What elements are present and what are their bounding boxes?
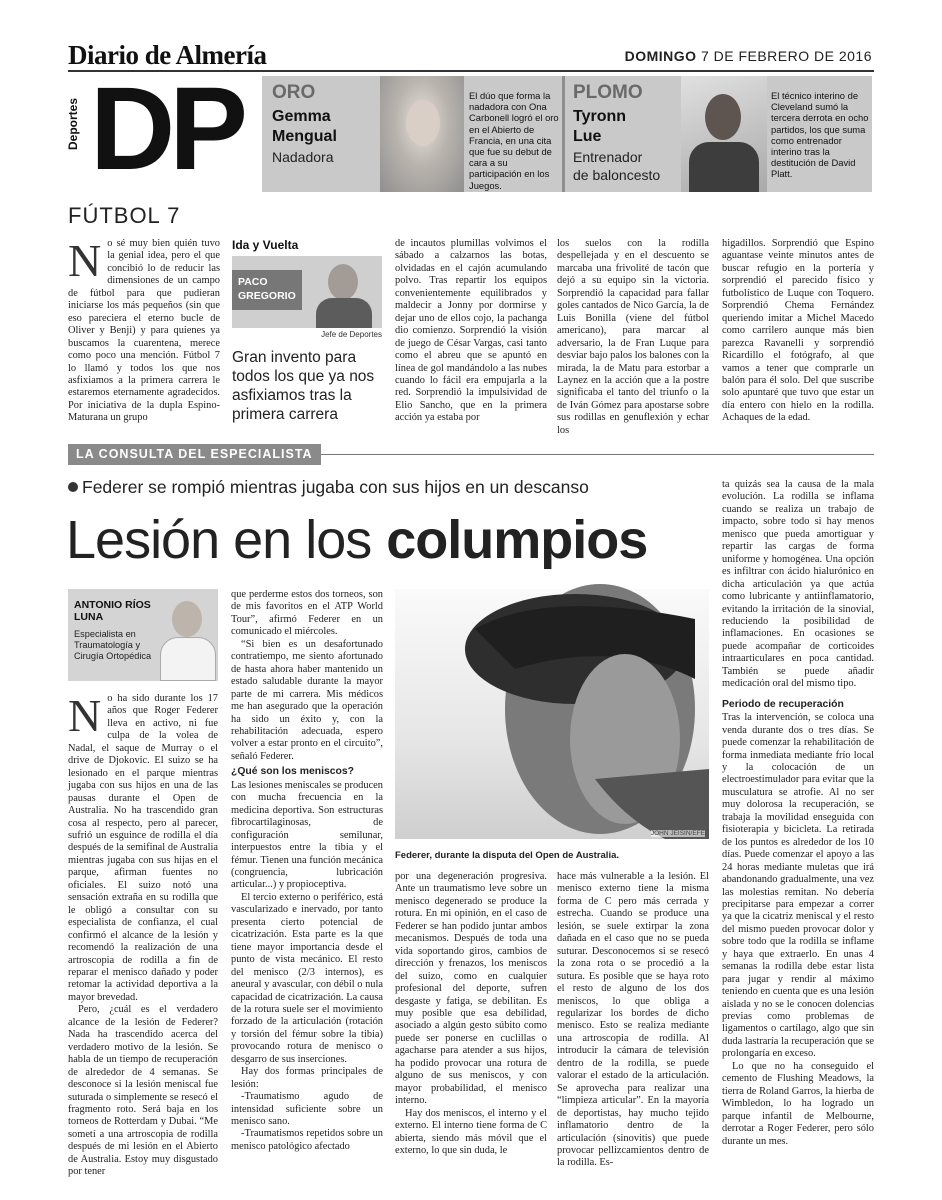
futbol-author-head	[328, 264, 358, 300]
date-day: DOMINGO	[624, 48, 697, 64]
consulta-column-1	[68, 690, 218, 1178]
consulta-col1-p1: o ha sido durante los 17 años que Roger Federer lleva en activo, ni fue culpa de la volea de Nadal, el saque de Murray o el drive de Djokovic. El suizo se ha lesionado en el parque mientras jugaba con sus hijos en una de las pausas durante el Open de Australia. No ha trascendido gran cosa al respecto, pero al parecer, sufrió un esguince de rodilla el día después de la semifinal de Australia mientras jugaba con sus hijas en el parque, afirman fuentes no oficiales. El suizo notó una sensación extraña en su rodilla que le obligó a consultar con su especialista de confianza, el cual confirmó el alcance de la lesión y recomendó la realización de una artroscopia de rodilla a fin de reparar el menisco dañado y poder retomar la actividad deportiva a la mayor brevedad.	[68, 693, 218, 1003]
futbol-author-tag	[232, 270, 302, 310]
consulta-author-name-2: LUNA	[74, 611, 104, 623]
consulta-author-body	[160, 637, 216, 681]
consulta-headline	[66, 508, 647, 572]
consulta-column-2	[231, 589, 383, 1163]
consulta-author-card	[68, 589, 218, 681]
plomo-photo-face	[705, 94, 741, 140]
consulta-subhead	[68, 477, 589, 498]
futbol-dropcap: N	[68, 235, 102, 286]
futbol-author-name-2: GREGORIO	[238, 290, 296, 302]
consulta-subhead-text: Federer se rompió mientras jugaba con sus hijos en un descanso	[82, 477, 589, 497]
consulta-col1-p2: Pero, ¿cuál es el verdadero alcance de la lesión de Federer? Nada ha trascendido acerca del verdadero motivo de la lesión. Se habla de un tiempo de recuperación de alrededor de 4 semanas. Se desconoce si la lesión meniscal fue suturada o simplemente se resecó el fragmento roto. Será baja en los torneos de Rotterdam y Dubai. “Me sometí a una artroscopia de rodilla después de mi lesión en el Abierto de Australia. Estoy muy disgustado por tener	[68, 1004, 218, 1178]
futbol-column-3	[395, 238, 547, 433]
plomo-photo-suit	[689, 142, 759, 192]
futbol-author-name-1: PACO	[238, 276, 268, 288]
oro-name-2: Mengual	[272, 128, 337, 145]
photo-credit: JOHN JEISIN/EFE	[650, 830, 705, 837]
futbol-author-role: Jefe de Deportes	[321, 330, 382, 339]
futbol-column-5	[722, 238, 874, 433]
consulta-author-name-1: ANTONIO RÍOS	[74, 599, 151, 611]
consulta-col5-p3: Lo que no ha conseguido el cemento de Flushing Meadows, la tierra de Roland Garros, la hierba de Wimbledon, lo ha logrado un parque infantil de Melbourne, derrotar a Roger Federer, pero sólo durante un mes.	[722, 1060, 874, 1147]
masthead-logo: Diario de Almería	[68, 40, 267, 70]
futbol-col1-text: o sé muy bien quién tuvo la genial idea, pero el que concibió lo de reducir las dimensiones de un campo de fútbol para que pudieran iniciarse los más pequeños (sin que eso pareciera el eterno bucle de Oliver y Benji) y para quienes ya buscamos la cuarentena, merece como poco una mención. Fútbol 7 lo llamó y todos los que nos asfixiamos a la primera carrera le estaremos eternamente agradecidos. Por iniciativa de la dupla Espino-Maturana un grupo	[68, 238, 220, 424]
consulta-column-3	[395, 871, 547, 1163]
oro-label: ORO	[272, 82, 316, 103]
oro-panel	[262, 76, 872, 192]
consulta-col2-p7: -Traumatismos repetidos sobre un menisco patológico afectado	[231, 1128, 383, 1152]
consulta-banner: LA CONSULTA DEL ESPECIALISTA	[68, 444, 321, 465]
federer-photo-illustration	[395, 589, 709, 839]
oro-photo	[380, 76, 464, 192]
federer-photo	[395, 589, 709, 839]
consulta-col5-p1: ta quizás sea la causa de la mala evolución. La rodilla se inflama cuando se realiza un trabajo de impacto, sobre todo si hay menos menisco que pueda amortiguar y repartir las cargas de forma uniforme y homogénea. Una opción es infiltrar con ácido hialurónico en dicha articulación ya que actúa como lubricante y antiinflamatorio, evitando la irritación de la sinovial, reduciendo la posibilidad de inflamaciones. En ocasiones se puede acompañar de corticoides intraarticulares en poca cantidad. También se puede añadir medicación oral del mismo tipo.	[722, 479, 874, 690]
futbol-author-photo	[314, 258, 374, 328]
consulta-author-photo	[160, 591, 216, 681]
oro-card	[262, 76, 562, 192]
bullet-icon	[68, 482, 78, 492]
consulta-col2-p1: que perderme estos dos torneos, son de mis favoritos en el ATP World Tour”, afirmó Federer en un comunicado el miércoles.	[231, 589, 383, 638]
consulta-col3-p2: Hay dos meniscos, el interno y el externo. El interno tiene forma de C abierta, siendo más móvil que el externo, lo que sin duda, le	[395, 1107, 547, 1156]
photo-caption: Federer, durante la disputa del Open de Australia.	[395, 850, 620, 861]
plomo-name-2: Lue	[573, 128, 602, 145]
futbol-column-4	[557, 238, 709, 436]
consulta-author-head	[172, 601, 202, 637]
section-header-band	[66, 63, 874, 195]
consulta-col2-heading: ¿Qué son los meniscos?	[231, 766, 354, 778]
consulta-col4-text: hace más vulnerable a la lesión. El menisco externo tiene la misma forma de C pero más cerrada y estrecha. Cuando se produce una lesión, se suele extirpar la zona dañada en el caso que no se pueda suturar. Desconocemos si se resecó la zona rota o se procedió a la sutura. Es posible que se haya roto el resto de alguno de los dos meniscos, lo que obliga a regularizar los bordes de dicho menisco. Esto se realiza mediante una artroscopia de rodilla. Al introducir la cámara de televisión dentro de la rodilla, se puede valorar el estado de la articulación. Se aprovecha para realizar una “limpieza articular”. En la mayoría de deportistas, hay mucho tejido inflamatorio dentro de la articulación (sinovitis) que puede provocar pellizcamientos dentro de la rodilla. Es-	[557, 871, 709, 1169]
plomo-role-2: de baloncesto	[573, 167, 661, 183]
consulta-column-4	[557, 871, 709, 1169]
section-vertical-label: Deportes	[66, 97, 80, 150]
futbol-author-box	[232, 238, 382, 338]
futbol-author-body	[316, 298, 372, 328]
oro-photo-face	[406, 100, 440, 146]
consulta-col2-p2: “Si bien es un desafortunado contratiempo, me siento afortunado de hasta ahora haber mantenido un estado saludable durante la mayor parte de mi carrera. Mis médicos me han asegurado que la operación ha sido un éxito y, con la rehabilitación adecuada, espero volver a estar pronto en el circuito”, señaló Federer.	[231, 638, 383, 762]
oro-caption: El dúo que forma la nadadora con Ona Carbonell logró el oro en el Abierto de Francia, en una cita que fue su debut de cara a su participación en los Juegos.	[469, 90, 559, 191]
futbol-column-1	[68, 235, 220, 433]
consulta-col2-p6: -Traumatismo agudo de intensidad suficiente sobre un menisco sano.	[231, 1091, 383, 1128]
consulta-col2-p3: Las lesiones meniscales se producen con mucha frecuencia en la medicina deportiva. Son estructuras fibrocartilaginosas, de configuración semilunar, interpuestos entre la tibia y el fémur. Tienen una función mecánica (congruencia, lubricación articular...) y propioceptiva.	[231, 779, 383, 891]
futbol-col4-text: los suelos con la rodilla despellejada y en el descuento se marcaba una frivolité de tacón que dejó a su equipo sin la victoria. Sorprendió la capacidad para fallar goles cantados de Nico García, la de Luis Bonilla (viene del fútbol americano), para marcar al adversario, la de Fran Luque para desviar bajo palos los balones con la mirada, la de Matu para estorbar a Laynez en la acción que a la postre significaba el tanto del triunfo o la de Iván Gómez para apostarse sobre sus rodillas en genuflexión y echar los	[557, 238, 709, 436]
headline-bold: columpios	[386, 510, 648, 570]
futbol-author-panel	[232, 256, 382, 328]
futbol-col3-text: de incautos plumillas volvimos el sábado a calzarnos las botas, olvidadas en el cajón acumulando polvo. Tras repartir los equipos convenientemente equilibrados y maldecir a Jonny por dormirse y dejar uno de ellos cojo, la pachanga dio comienzo. Sorprendió la visión de juego de César Vargas, casi tanto como el abreu que se apuntó en línea de gol mandándolo a las nubes cuando lo fácil era empujarla a la red. Sorprendió la impulsividad de Elio Sancho, que en la primera acción ya estaba por	[395, 238, 547, 424]
consulta-col5-p2: Tras la intervención, se coloca una venda durante dos o tres días. Se puede comenzar la rehabilitación de forma inmediata mediante frío local y la colocación de un electroestimulador para evitar que la musculatura se atrofie. Al no ser muy dolorosa la recuperación, se trabaja la movilidad enseguida con fisioterapia y bicicleta. La retirada de los puntos es alrededor de los 10 días. Puede comenzar el apoyo a las 24 horas mediante muletas que irá abandonando gradualmente, una vez las molestias remitan. No debería precipitarse para empezar a correr ya que la cicatriz meniscal y el resto del mismo pueden provocar dolor y sobre todo que la rodilla se inflame y haya que extraerlo. En unas 4 semanas la rodilla debe estar lista para jugar y rendir al máximo teniendo en cuenta que es una lesión aislada y no se le conocen dolencias previas como problemas de ligamentos o cartílago, algo que sin duda lastraría la recuperación que se prolongaría en exceso.	[722, 712, 874, 1060]
section-letters: DP	[90, 63, 242, 195]
futbol-kicker: FÚTBOL 7	[68, 203, 181, 228]
plomo-caption: El técnico interino de Cleveland sumó la tercera derrota en ocho partidos, los que suma como entrenador interino tras la destitución de David Platt.	[771, 90, 869, 180]
consulta-column-5	[722, 479, 874, 1163]
consulta-dropcap: N	[68, 690, 102, 741]
plomo-photo	[681, 76, 767, 192]
consulta-col3-p1: por una degeneración progresiva. Ante un traumatismo leve sobre un menisco degenerado se produce la rotura. En mi opinión, en el caso de Federer se han podido juntar ambos mecanismos. Después de toda una vida soportando giros, cambios de dirección y frenazos, los meniscos del suizo, como en cualquier profesional del deporte, sufren desgaste y fatiga, se debilitan. Es muy posible que esa debilidad, asociado a algún gesto súbito como puede ser ponerse en cuclillas o agacharse para atender a sus hijos, ha podido provocar una rotura de alguno de sus meniscos, y con mayor probabilidad, el menisco interno.	[395, 871, 547, 1107]
consulta-col2-p5: Hay dos formas principales de lesión:	[231, 1066, 383, 1090]
plomo-label: PLOMO	[573, 82, 643, 103]
oro-role: Nadadora	[272, 149, 334, 165]
futbol-headline: Gran invento para todos los que ya nos asfixiamos tras la primera carrera	[232, 349, 375, 423]
consulta-col2-p4: El tercio externo o periférico, está vascularizado e inervado, por tanto presenta cierto potencial de cicatrización. Esta parte es la que tiene mayor importancia desde el punto de vista mecánico. El resto del menisco (2/3 internos), es aneural y avascular, con débil o nula capacidad de cicatrización. La causa de la rotura suele ser el movimiento forzado de la articulación (rotación y torsión del fémur sobre la tibia) provocando rotura de menisco o desgarro de sus inserciones.	[231, 891, 383, 1065]
plomo-card	[565, 76, 872, 192]
oro-name-1: Gemma	[272, 108, 331, 125]
dp-block	[66, 63, 260, 195]
consulta-col5-heading: Periodo de recuperación	[722, 698, 844, 710]
plomo-name-1: Tyronn	[573, 108, 627, 125]
date-rest: 7 DE FEBRERO DE 2016	[700, 48, 872, 64]
futbol-column-label: Ida y Vuelta	[232, 238, 299, 252]
masthead-date	[625, 48, 872, 64]
consulta-author-desc: Especialista en Traumatología y Cirugía Ortopédica	[74, 629, 152, 661]
plomo-role-1: Entrenador	[573, 149, 643, 165]
headline-light: Lesión en los	[66, 510, 372, 570]
futbol-col5-text: higadillos. Sorprendió que Espino aguantase veinte minutos antes de buscar refugio en la portería y sorprendió el parecido físico y futbolístico de Luque con Toquero. Sorprendió Chema Fernández queriendo imitar a Michel Macedo como carrilero aunque más bien parezca Ravanelli y sorprendió Ricardillo el fotógrafo, al que vamos a tener que comprarle un balón para él solo. Del que suscribe solo apuntaré que tuvo que estar un día entero con hielo en la rodilla. Achaques de la edad.	[722, 238, 874, 424]
